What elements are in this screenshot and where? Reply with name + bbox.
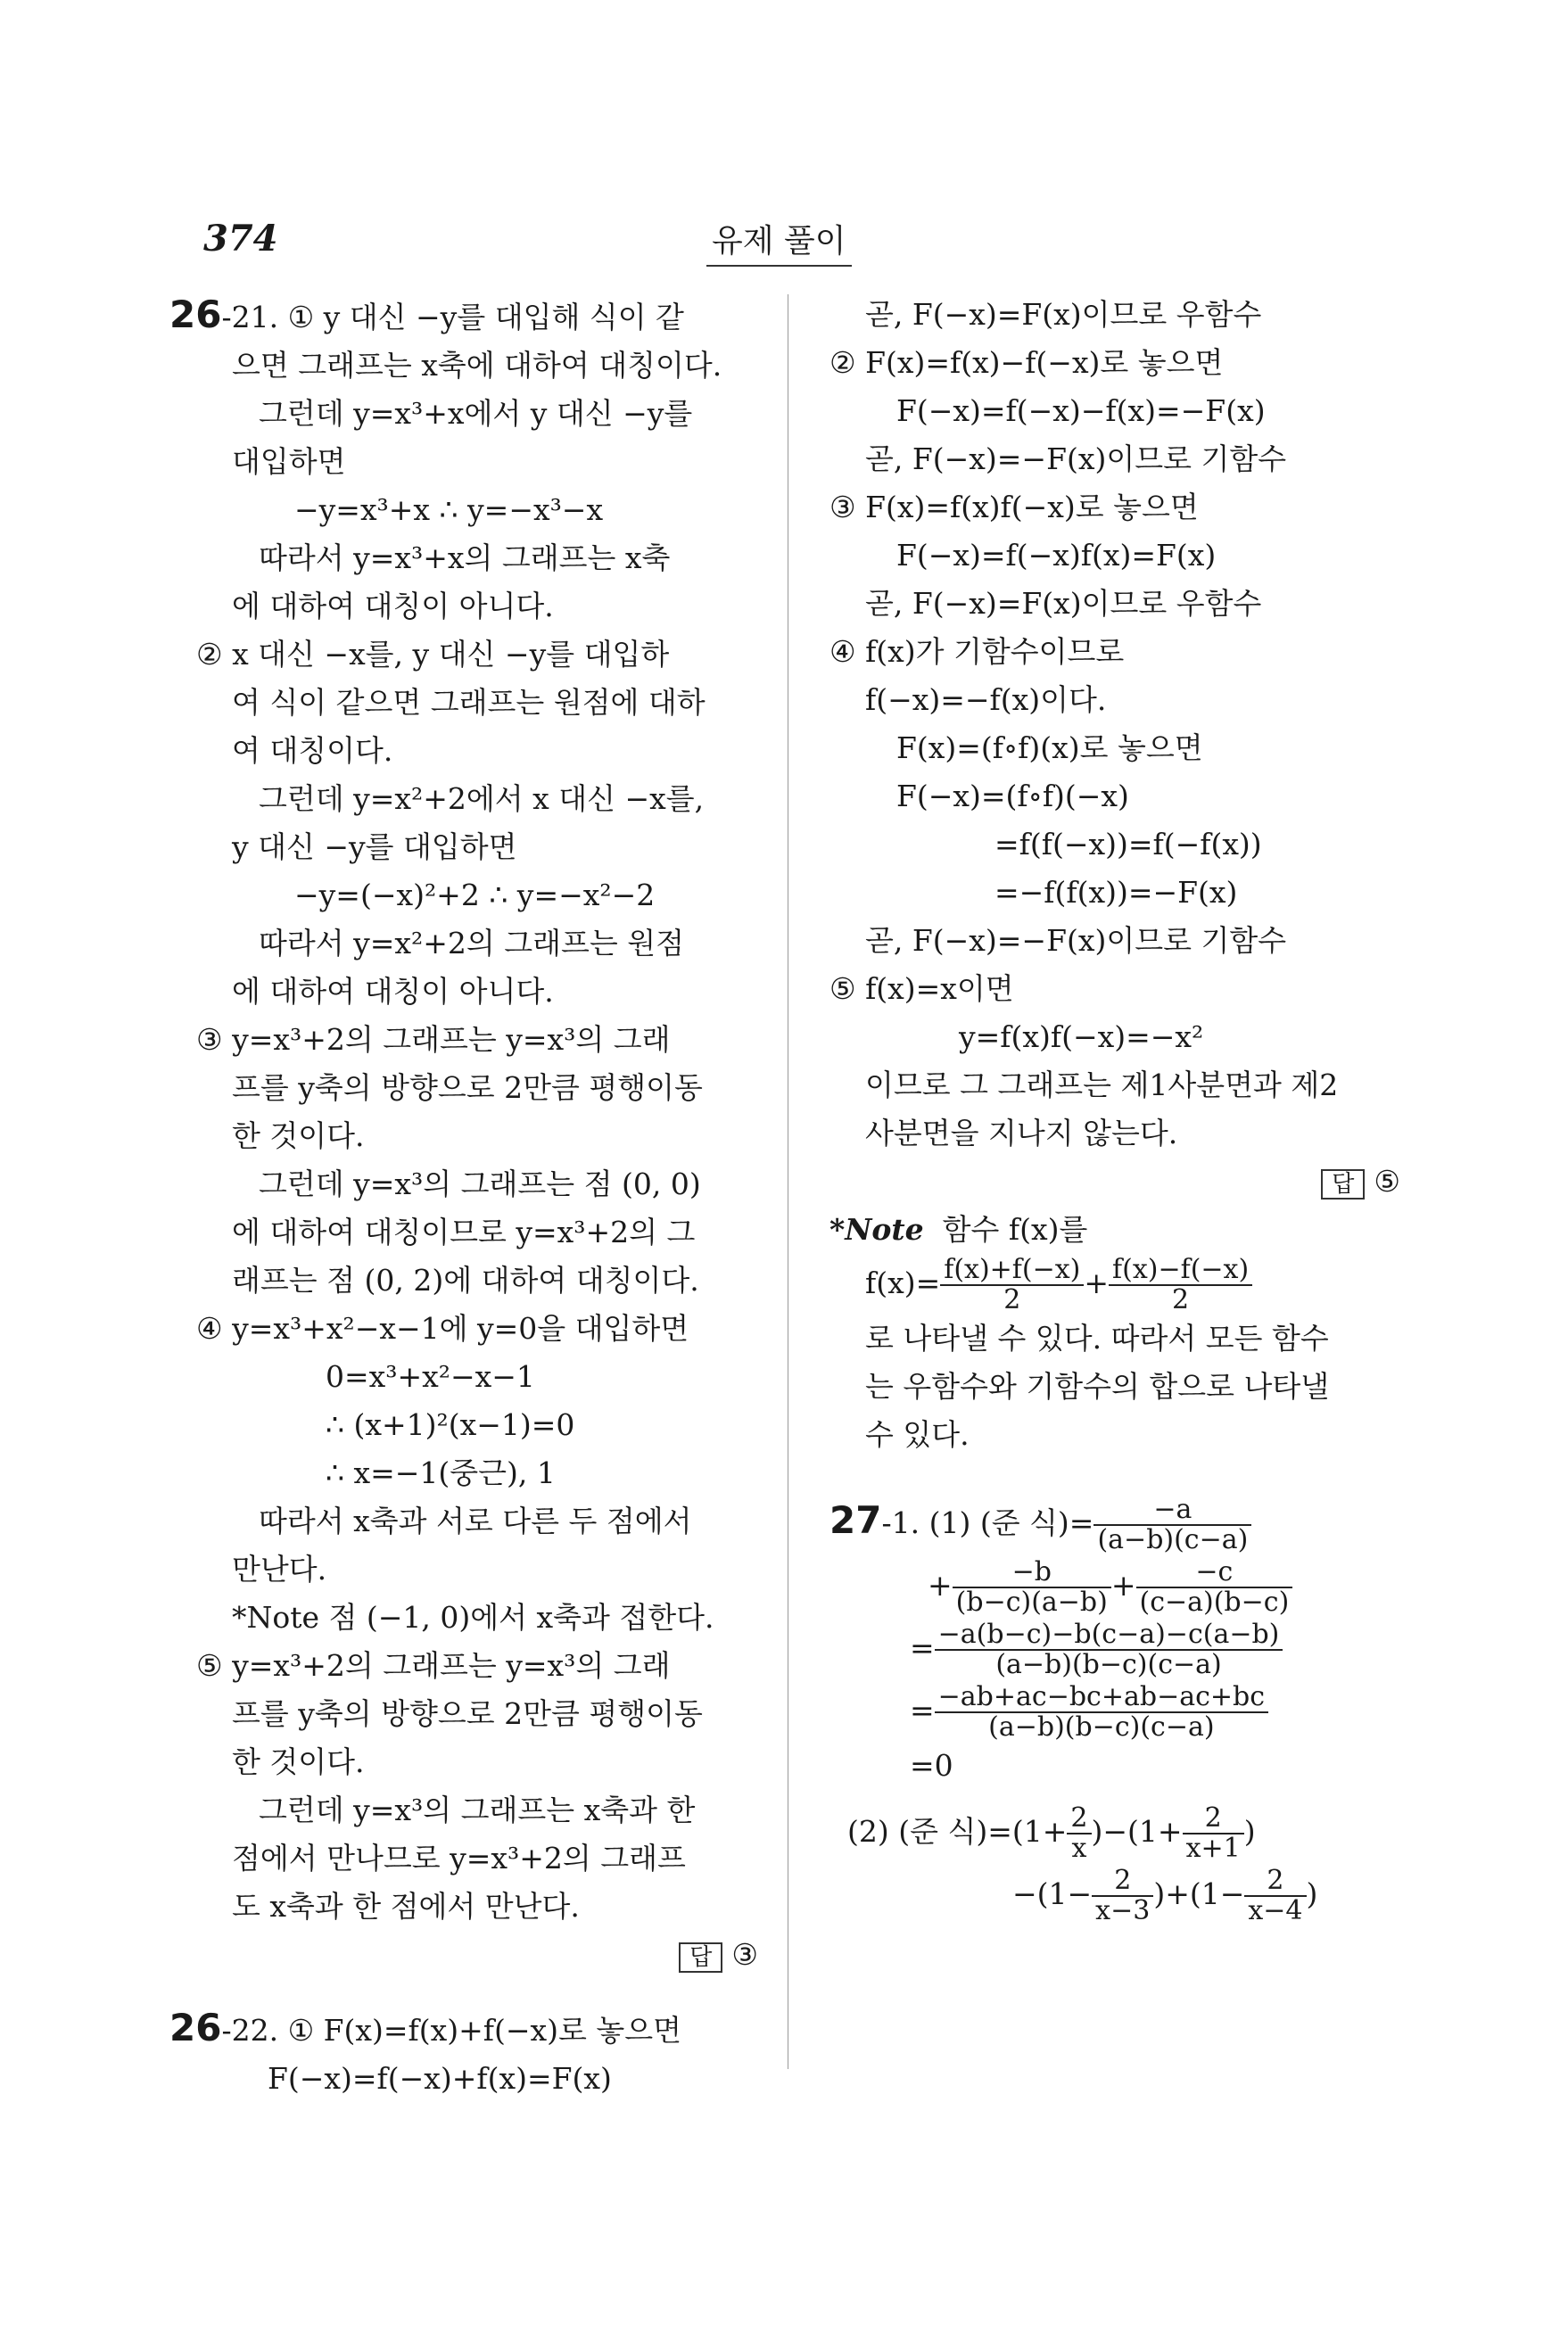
solution-line: 곧, F(−x)=F(x)이므로 우함수 bbox=[865, 586, 1262, 621]
problem-number: 26 bbox=[169, 293, 222, 336]
answer-value: ⑤ bbox=[1374, 1164, 1400, 1199]
solution-line bbox=[829, 1863, 1400, 1925]
fraction bbox=[1183, 1804, 1244, 1863]
denominator: (a−b)(b−c)(c−a) bbox=[935, 1649, 1283, 1679]
fraction bbox=[935, 1683, 1268, 1742]
solution-line: 점에서 만나므로 y=x³+2의 그래프 bbox=[232, 1841, 686, 1876]
fraction bbox=[1244, 1867, 1306, 1925]
solution-line: 곧, F(−x)=−F(x)이므로 기함수 bbox=[865, 441, 1287, 476]
solution-line: 에 대하여 대칭이므로 y=x³+2의 그 bbox=[232, 1215, 696, 1249]
denominator: x+1 bbox=[1183, 1833, 1244, 1863]
note-line bbox=[829, 1206, 1400, 1254]
solution-line: y=f(x)f(−x)=−x² bbox=[959, 1019, 1204, 1054]
formula-lhs: f(x)= bbox=[865, 1266, 941, 1300]
solution-line: 그런데 y=x³의 그래프는 점 (0, 0) bbox=[259, 1167, 701, 1201]
solution-line: 여 대칭이다. bbox=[232, 733, 393, 768]
solution-line: ⑤ f(x)=x이면 bbox=[829, 971, 1014, 1006]
solution-line: F(−x)=f(−x)+f(x)=F(x) bbox=[268, 2061, 612, 2096]
answer-box: 답 bbox=[679, 1942, 722, 1973]
denominator: (c−a)(b−c) bbox=[1136, 1587, 1293, 1617]
fraction bbox=[935, 1620, 1283, 1679]
note-line: *Note 점 (−1, 0)에서 x축과 접한다. bbox=[232, 1600, 714, 1635]
solution-text: -21. ① y 대신 −y를 대입해 식이 같 bbox=[221, 300, 684, 334]
numerator: 2 bbox=[1267, 1865, 1284, 1896]
solution-line: F(−x)=(f∘f)(−x) bbox=[896, 779, 1129, 813]
solution-line bbox=[169, 291, 758, 342]
numerator: f(x)+f(−x) bbox=[944, 1254, 1081, 1285]
equals-sign: = bbox=[910, 1693, 935, 1727]
solution-line: 곧, F(−x)=F(x)이므로 우함수 bbox=[865, 297, 1262, 332]
solution-line bbox=[829, 1491, 1400, 1554]
solution-line: 한 것이다. bbox=[232, 1118, 365, 1153]
fraction bbox=[1109, 1256, 1252, 1315]
note-formula bbox=[829, 1254, 1400, 1315]
solution-line: 사분면을 지나지 않는다. bbox=[865, 1116, 1178, 1150]
denominator: (a−b)(b−c)(c−a) bbox=[935, 1711, 1268, 1742]
solution-line: ④ f(x)가 기함수이므로 bbox=[829, 634, 1125, 669]
math-text: (1+ bbox=[1011, 1814, 1068, 1849]
math-text: −(1− bbox=[1012, 1876, 1093, 1911]
denominator: 2 bbox=[1109, 1284, 1252, 1315]
denominator: x−4 bbox=[1244, 1895, 1306, 1925]
equals-sign: = bbox=[910, 1630, 935, 1665]
solution-line: 따라서 y=x³+x의 그래프는 x축 bbox=[259, 540, 671, 575]
solution-text: -1. (1) (준 식)= bbox=[881, 1505, 1094, 1540]
note-line: 로 나타낼 수 있다. 따라서 모든 함수 bbox=[865, 1321, 1329, 1356]
solution-line: 곧, F(−x)=−F(x)이므로 기함수 bbox=[865, 923, 1287, 958]
solution-line: 만난다. bbox=[232, 1552, 327, 1587]
solution-line: 으면 그래프는 x축에 대하여 대칭이다. bbox=[232, 348, 722, 383]
solution-line bbox=[829, 1554, 1400, 1617]
note-label: *Note bbox=[829, 1212, 924, 1247]
solution-line: 따라서 x축과 서로 다른 두 점에서 bbox=[259, 1504, 692, 1538]
solution-line: 한 것이다. bbox=[232, 1744, 365, 1779]
solution-line: 도 x축과 한 점에서 만난다. bbox=[232, 1889, 580, 1924]
numerator: −c bbox=[1195, 1556, 1234, 1587]
solution-line: 0=x³+x²−x−1 bbox=[326, 1359, 535, 1394]
solution-line: ② F(x)=f(x)−f(−x)로 놓으면 bbox=[829, 345, 1224, 380]
plus-sign: + bbox=[1084, 1266, 1110, 1300]
solution-line: =0 bbox=[910, 1748, 953, 1783]
math-text: )+(1− bbox=[1153, 1876, 1245, 1911]
plus-sign: + bbox=[928, 1568, 953, 1603]
denominator: x−3 bbox=[1092, 1895, 1153, 1925]
denominator: (b−c)(a−b) bbox=[953, 1587, 1111, 1617]
note-line: 수 있다. bbox=[865, 1417, 970, 1452]
solution-line: 여 식이 같으면 그래프는 원점에 대하 bbox=[232, 685, 706, 720]
answer-row bbox=[829, 1158, 1400, 1206]
denominator: (a−b)(c−a) bbox=[1093, 1524, 1251, 1554]
note-line: 는 우함수와 기함수의 합으로 나타낼 bbox=[865, 1369, 1330, 1404]
solution-text: (2) (준 식)= bbox=[847, 1814, 1012, 1849]
solution-line: 그런데 y=x³의 그래프는 x축과 한 bbox=[259, 1793, 696, 1827]
denominator: x bbox=[1067, 1833, 1091, 1863]
math-text: )−(1+ bbox=[1091, 1814, 1183, 1849]
solution-line: ∴ x=−1(중근), 1 bbox=[326, 1455, 556, 1490]
solution-line bbox=[829, 1617, 1400, 1679]
math-text: ) bbox=[1306, 1876, 1318, 1911]
math-text: ) bbox=[1243, 1814, 1256, 1849]
solution-line bbox=[829, 1679, 1400, 1742]
solution-line: 래프는 점 (0, 2)에 대하여 대칭이다. bbox=[232, 1263, 699, 1298]
fraction bbox=[1093, 1496, 1251, 1554]
solution-line: 에 대하여 대칭이 아니다. bbox=[232, 589, 554, 623]
fraction bbox=[953, 1558, 1111, 1617]
solution-line: ③ F(x)=f(x)f(−x)로 놓으면 bbox=[829, 490, 1199, 524]
fraction bbox=[1136, 1558, 1293, 1617]
solution-line: 프를 y축의 방향으로 2만큼 평행이동 bbox=[232, 1070, 703, 1105]
numerator: 2 bbox=[1070, 1802, 1088, 1834]
solution-line: =f(f(−x))=f(−f(x)) bbox=[994, 827, 1262, 862]
solution-line bbox=[829, 1801, 1400, 1863]
solution-line: y 대신 −y를 대입하면 bbox=[232, 829, 517, 864]
solution-line: 프를 y축의 방향으로 2만큼 평행이동 bbox=[232, 1696, 703, 1731]
denominator: 2 bbox=[940, 1284, 1084, 1315]
solution-line: ③ y=x³+2의 그래프는 y=x³의 그래 bbox=[196, 1022, 671, 1057]
numerator: f(x)−f(−x) bbox=[1112, 1254, 1250, 1285]
solution-line: −y=(−x)²+2 ∴ y=−x²−2 bbox=[294, 878, 656, 912]
fraction bbox=[1067, 1804, 1091, 1863]
fraction bbox=[1092, 1867, 1153, 1925]
numerator: −a(b−c)−b(c−a)−c(a−b) bbox=[937, 1619, 1280, 1650]
solution-line: F(−x)=f(−x)−f(x)=−F(x) bbox=[896, 393, 1266, 428]
solution-line: 따라서 y=x²+2의 그래프는 원점 bbox=[259, 926, 685, 961]
solution-line bbox=[169, 2004, 758, 2055]
answer-row bbox=[169, 1931, 758, 1979]
plus-sign: + bbox=[1110, 1568, 1136, 1603]
solution-line: ④ y=x³+x²−x−1에 y=0을 대입하면 bbox=[196, 1311, 689, 1346]
problem-number: 27 bbox=[829, 1498, 882, 1542]
fraction bbox=[940, 1256, 1084, 1315]
page-header-title: 유제 풀이 bbox=[706, 216, 852, 267]
solution-line: ∴ (x+1)²(x−1)=0 bbox=[326, 1407, 575, 1442]
solution-line: 이므로 그 그래프는 제1사분면과 제2 bbox=[865, 1068, 1339, 1102]
answer-value: ③ bbox=[731, 1937, 758, 1972]
solution-line: F(−x)=f(−x)f(x)=F(x) bbox=[896, 538, 1217, 573]
solution-line: ⑤ y=x³+2의 그래프는 y=x³의 그래 bbox=[196, 1648, 671, 1683]
solution-line: =−f(f(x))=−F(x) bbox=[994, 875, 1238, 910]
solution-line: 에 대하여 대칭이 아니다. bbox=[232, 974, 554, 1009]
solution-text: -22. ① F(x)=f(x)+f(−x)로 놓으면 bbox=[221, 2013, 682, 2048]
right-column bbox=[829, 291, 1400, 1925]
solution-line: 그런데 y=x²+2에서 x 대신 −x를, bbox=[259, 781, 705, 816]
solution-line: 대입하면 bbox=[232, 444, 346, 479]
numerator: 2 bbox=[1114, 1865, 1132, 1896]
solution-line: ② x 대신 −x를, y 대신 −y를 대입하 bbox=[196, 637, 670, 672]
solution-line: f(−x)=−f(x)이다. bbox=[865, 682, 1107, 717]
numerator: −ab+ac−bc+ab−ac+bc bbox=[937, 1681, 1266, 1712]
numerator: 2 bbox=[1204, 1802, 1222, 1834]
solution-line: −y=x³+x ∴ y=−x³−x bbox=[294, 492, 604, 527]
solution-line: F(x)=(f∘f)(x)로 놓으면 bbox=[896, 730, 1203, 765]
note-text: 함수 f(x)를 bbox=[942, 1212, 1088, 1247]
solution-line: 그런데 y=x³+x에서 y 대신 −y를 bbox=[259, 396, 693, 431]
problem-number: 26 bbox=[169, 2006, 222, 2049]
page-number: 374 bbox=[203, 218, 278, 260]
left-column bbox=[169, 291, 758, 2103]
numerator: −a bbox=[1153, 1494, 1193, 1525]
numerator: −b bbox=[1011, 1556, 1052, 1587]
answer-box: 답 bbox=[1321, 1169, 1365, 1200]
